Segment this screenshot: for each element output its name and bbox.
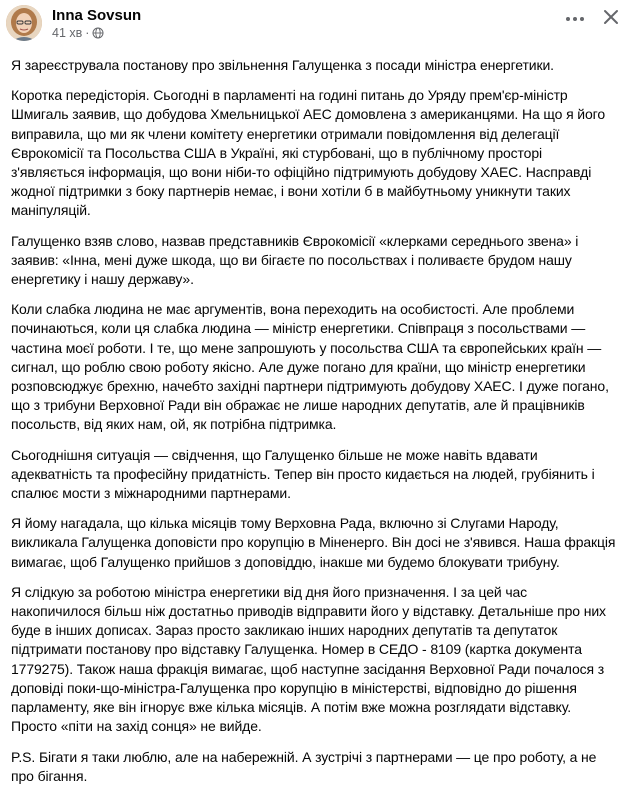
post-paragraph: Коротка передісторія. Сьогодні в парламенті на годині питань до Уряду прем'єр-міністр Шмигаль заявив, що добудова Хмельницької АЕС домовлена з американцями. На що я його виправила, що ми як члени комітету енергетики отримали повідомлення від делегації Єврокомісії та Посольства США в Україні, які стурбовані, що в публічному просторі з'являється інформація, що вони ніби-то офіційно підтримують добудову ХАЕС. Насправді жодної підтримки з боку партнерів немає, і вони хотіли б в майбутньому уникнути таких маніпуляцій. <box>11 87 606 219</box>
post-paragraph: Галущенко взяв слово, назвав представників Єврокомісії «клерками середнього звена» і заявив: «Інна, мені дуже шкода, що ви бігаєте по посольствах і поливаєте брудом нашу енергетику і нашу державу». <box>11 232 579 288</box>
globe-icon <box>92 27 104 39</box>
post-paragraph: P.S. Бігати я таки люблю, але на набережній. А зустрічі з партнерами — це про роботу, а не про бігання. <box>11 748 597 784</box>
avatar-image <box>6 5 42 41</box>
post-meta: 41 хв · <box>52 26 104 40</box>
post-paragraph: Сьогоднішня ситуація — свідчення, що Галущенко більше не може навіть вдавати адекватність та професійну придатність. Тепер він просто кидається на людей, грубіянить і спалює мости з міжнародними партнерами. <box>11 446 595 502</box>
avatar[interactable] <box>6 5 42 41</box>
post-header <box>6 5 621 41</box>
post-paragraph: Я йому нагадала, що кілька місяців тому Верховна Рада, включно зі Слугами Народу, викликала Галущенка доповісти про корупцію в Міненерго. Він досі не з'явився. Наша фракція вимагає, щоб Галущенко прийшов з доповіддю, інакше ми будемо блокувати трибуну. <box>11 515 616 570</box>
more-options-icon[interactable] <box>563 11 587 27</box>
post-paragraph: Я слідкую за роботою міністра енергетики від дня його призначення. І за цей час накопичилося більш ніж достатньо приводів відправити його у відставку. Детальніше про них буде в інших дописах. Зараз просто закликаю інших народних депутатів та депутаток підтримати постанову про відставку Галущенка. Номер в СЕДО - 8109 (картка документа 1779275). Також наша фракція вимагає, щоб наступне засідання Верховної Ради почалося з доповіді поки-що-міністра-Галущенка про корупцію в міністерстві, відповідно до рішення парламенту, яке він ігнорує вже кілька місяців. А потім вже можна розглядати відставку. Просто «піти на захід сонця» не вийде. <box>11 583 606 735</box>
post-body <box>11 56 617 797</box>
close-icon[interactable] <box>599 5 623 34</box>
post-paragraph: Я зареєструвала постанову про звільнення Галущенка з посади міністра енергетики. <box>11 57 554 73</box>
post-time[interactable]: 41 хв <box>52 26 83 40</box>
author-name[interactable]: Inna Sovsun <box>52 7 142 24</box>
post-paragraph: Коли слабка людина не має аргументів, вона переходить на особистості. Але проблеми починаються, коли ця слабка людина — міністр енергетики. Співпраця з посольствами — частина моєї роботи. І те, що мене запрошують у посольства США та європейських країн — сигнал, що роблю свою роботу якісно. Але дуже погано для країни, що міністр енергетики розповсюджує брехню, начебто західні партнери підтримують добудову ХАЕС. І дуже погано, що з трибуни Верховної Ради він ображає не лише народних депутатів, але й працівників посольств, від яких нам, ой, як потрібна підтримка. <box>11 301 609 433</box>
